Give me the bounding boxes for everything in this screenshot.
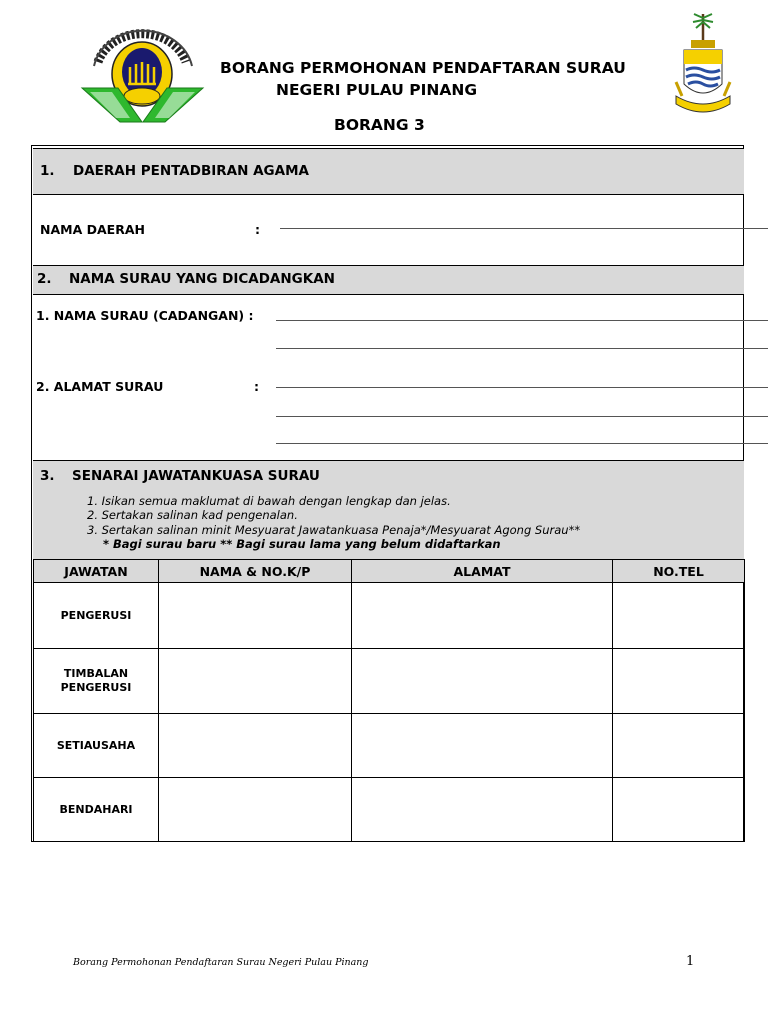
religious-department-logo <box>80 22 205 124</box>
section1-number: 1. <box>40 163 55 179</box>
form-title: BORANG PERMOHONAN PENDAFTARAN SURAU <box>220 59 626 77</box>
address-field-3[interactable] <box>276 443 768 444</box>
penang-crest <box>672 12 734 122</box>
phone-cell[interactable] <box>613 714 745 778</box>
table-row <box>34 714 745 778</box>
name-ic-cell[interactable] <box>159 714 352 778</box>
surau-name-label: 1. NAMA SURAU (CADANGAN) : <box>36 308 254 323</box>
address-colon: : <box>254 379 259 394</box>
col-header-position: JAWATAN <box>34 560 159 583</box>
address-cell[interactable] <box>352 714 613 778</box>
name-ic-cell[interactable] <box>159 778 352 842</box>
address-cell[interactable] <box>352 778 613 842</box>
phone-cell[interactable] <box>613 583 745 649</box>
table-row <box>34 649 745 714</box>
name-ic-cell[interactable] <box>159 649 352 714</box>
district-name-label: NAMA DAERAH <box>40 222 145 237</box>
phone-cell[interactable] <box>613 649 745 714</box>
committee-table <box>33 559 745 842</box>
instruction-note: * Bagi surau baru ** Bagi surau lama yang belum didaftarkan <box>103 537 501 551</box>
section3-title: SENARAI JAWATANKUASA SURAU <box>72 468 320 484</box>
surau-address-label: 2. ALAMAT SURAU <box>36 379 164 394</box>
section3-number: 3. <box>40 468 55 484</box>
district-name-field[interactable] <box>280 228 768 229</box>
table-row <box>34 583 745 649</box>
name-ic-cell[interactable] <box>159 583 352 649</box>
section2-number: 2. <box>37 271 52 287</box>
address-field-2[interactable] <box>276 416 768 417</box>
address-cell[interactable] <box>352 649 613 714</box>
section2-title: NAMA SURAU YANG DICADANGKAN <box>69 271 335 287</box>
col-header-name-ic: NAMA & NO.K/P <box>159 560 352 583</box>
table-row <box>34 778 745 842</box>
section1-title: DAERAH PENTADBIRAN AGAMA <box>73 163 309 179</box>
instruction-2: 2. Sertakan salinan kad pengenalan. <box>87 508 298 522</box>
form-subtitle: NEGERI PULAU PINANG <box>276 81 478 99</box>
address-field-1[interactable] <box>276 387 768 388</box>
role-secretary: SETIAUSAHA <box>34 714 159 778</box>
footer-text: Borang Permohonan Pendaftaran Surau Negeri Pulau Pinang <box>73 957 369 968</box>
district-colon: : <box>255 222 260 237</box>
surau-name-field-1[interactable] <box>276 320 768 321</box>
table-header-row <box>34 560 745 583</box>
instruction-1: 1. Isikan semua maklumat di bawah dengan lengkap dan jelas. <box>87 494 451 508</box>
role-vice-chairman: TIMBALAN PENGERUSI <box>34 649 159 714</box>
phone-cell[interactable] <box>613 778 745 842</box>
role-chairman: PENGERUSI <box>34 583 159 649</box>
instruction-3: 3. Sertakan salinan minit Mesyuarat Jawatankuasa Penaja*/Mesyuarat Agong Surau** <box>87 523 581 537</box>
col-header-address: ALAMAT <box>352 560 613 583</box>
col-header-phone: NO.TEL <box>613 560 745 583</box>
address-cell[interactable] <box>352 583 613 649</box>
page-number: 1 <box>686 954 695 969</box>
form-number: BORANG 3 <box>334 116 425 134</box>
role-treasurer: BENDAHARI <box>34 778 159 842</box>
surau-name-field-2[interactable] <box>276 348 768 349</box>
